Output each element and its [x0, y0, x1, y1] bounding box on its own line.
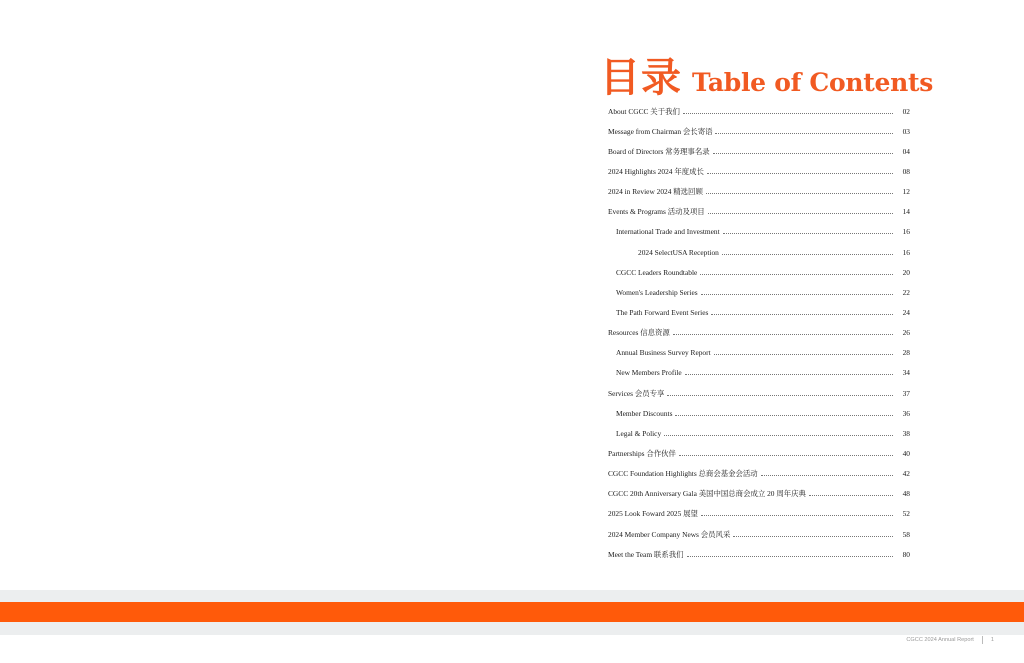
toc-entry[interactable] [608, 182, 910, 202]
toc-entry-label: Board of Directors 常务理事名录 [608, 146, 710, 156]
toc-entry-page: 42 [902, 469, 910, 479]
toc-entry[interactable] [608, 161, 910, 181]
toc-entry-page: 14 [902, 207, 910, 217]
toc-entry[interactable] [608, 383, 910, 403]
toc-leader-dots [685, 374, 893, 375]
toc-leader-dots [723, 233, 893, 234]
toc-entry-page: 20 [902, 267, 910, 277]
toc-leader-dots [761, 475, 893, 476]
toc-subentry[interactable] [608, 403, 910, 423]
toc-leader-dots [708, 213, 893, 214]
title-chinese: 目录 [600, 55, 682, 101]
toc-entry-page: 40 [902, 448, 910, 458]
toc-entry-label: CGCC 20th Anniversary Gala 美国中国总商会成立 20 周年庆典 [608, 489, 806, 499]
toc-entry-page: 24 [902, 307, 910, 317]
toc-entry-page: 28 [902, 348, 910, 358]
toc-entry-page: 03 [902, 126, 910, 136]
toc-leader-dots [714, 354, 893, 355]
toc-entry[interactable] [608, 323, 910, 343]
footer-band-light-top [0, 590, 1024, 602]
toc-entry-label: Partnerships 合作伙伴 [608, 448, 676, 458]
toc-entry-page: 16 [902, 247, 910, 257]
toc-leader-dots [701, 515, 893, 516]
toc-entry-label: 2024 in Review 2024 精选回顾 [608, 187, 703, 197]
toc-leader-dots [809, 495, 893, 496]
toc-entry-label: 2024 Highlights 2024 年度成长 [608, 166, 704, 176]
toc-leader-dots [707, 173, 893, 174]
toc-entry-label: Services 会员专享 [608, 388, 665, 398]
toc-entry[interactable] [608, 121, 910, 141]
page-title [600, 46, 933, 103]
toc-leader-dots [722, 254, 893, 255]
toc-leader-dots [706, 193, 893, 194]
toc-entry-label: Meet the Team 联系我们 [608, 549, 684, 559]
toc-subentry[interactable] [608, 222, 910, 242]
toc-subentry[interactable] [608, 423, 910, 443]
toc-entry-label: 2024 SelectUSA Reception [638, 247, 719, 257]
toc-entry-label: CGCC Foundation Highlights 总商会基金会活动 [608, 469, 758, 479]
toc-leader-dots [675, 415, 893, 416]
footer-report-title: CGCC 2024 Annual Report [906, 637, 974, 643]
footer-band-light-bottom [0, 622, 1024, 635]
toc-entry-label: About CGCC 关于我们 [608, 106, 680, 116]
toc-subentry[interactable] [608, 262, 910, 282]
footer-band-orange [0, 602, 1024, 622]
table-of-contents [608, 101, 910, 564]
toc-leader-dots [713, 153, 893, 154]
toc-subentry[interactable] [608, 343, 910, 363]
toc-entry-page: 08 [902, 166, 910, 176]
toc-entry-label: The Path Forward Event Series [616, 307, 709, 317]
toc-leader-dots [701, 294, 893, 295]
toc-entry-label: Resources 信息资源 [608, 328, 670, 338]
toc-entry-label: CGCC Leaders Roundtable [616, 267, 698, 277]
toc-entry-label: Message from Chairman 会长寄语 [608, 126, 713, 136]
toc-entry-label: Women's Leadership Series [616, 287, 698, 297]
toc-subentry[interactable] [608, 302, 910, 322]
toc-entry-label: Legal & Policy [616, 428, 662, 438]
toc-leader-dots [700, 274, 893, 275]
toc-subentry[interactable] [608, 282, 910, 302]
toc-entry[interactable] [608, 544, 910, 564]
toc-entry-page: 48 [902, 489, 910, 499]
toc-leader-dots [733, 536, 893, 537]
toc-entry-page: 12 [902, 187, 910, 197]
toc-entry[interactable] [608, 504, 910, 524]
toc-leader-dots [715, 133, 893, 134]
footer-divider [982, 636, 983, 644]
toc-entry[interactable] [608, 524, 910, 544]
toc-entry-label: 2024 Member Company News 会员风采 [608, 529, 731, 539]
toc-entry-label: Annual Business Survey Report [616, 348, 711, 358]
toc-entry[interactable] [608, 101, 910, 121]
toc-entry-page: 04 [902, 146, 910, 156]
toc-leader-dots [673, 334, 893, 335]
toc-leader-dots [679, 455, 893, 456]
toc-entry[interactable] [608, 464, 910, 484]
toc-entry-page: 58 [902, 529, 910, 539]
toc-entry-label: Events & Programs 活动及项目 [608, 207, 705, 217]
toc-entry-page: 38 [902, 428, 910, 438]
toc-entry-label: Member Discounts [616, 408, 673, 418]
toc-entry[interactable] [608, 443, 910, 463]
toc-entry-page: 22 [902, 287, 910, 297]
toc-leader-dots [683, 113, 893, 114]
toc-entry-page: 80 [902, 549, 910, 559]
toc-entry-page: 36 [902, 408, 910, 418]
toc-subentry[interactable] [608, 363, 910, 383]
toc-entry[interactable] [608, 141, 910, 161]
toc-leader-dots [667, 395, 893, 396]
toc-subentry[interactable] [608, 242, 910, 262]
toc-entry-page: 52 [902, 509, 910, 519]
footer-page-number: 1 [990, 637, 994, 643]
toc-leader-dots [664, 435, 893, 436]
toc-entry-label: New Members Profile [616, 368, 682, 378]
toc-entry-label: 2025 Look Foward 2025 展望 [608, 509, 698, 519]
page-footer [906, 636, 994, 644]
toc-entry-page: 26 [902, 328, 910, 338]
toc-entry-page: 37 [902, 388, 910, 398]
toc-entry[interactable] [608, 484, 910, 504]
title-english: Table of Contents [692, 68, 934, 97]
toc-entry-page: 34 [902, 368, 910, 378]
toc-leader-dots [687, 556, 894, 557]
toc-entry-label: International Trade and Investment [616, 227, 720, 237]
toc-entry-page: 16 [902, 227, 910, 237]
toc-entry[interactable] [608, 202, 910, 222]
toc-leader-dots [711, 314, 893, 315]
toc-entry-page: 02 [902, 106, 910, 116]
